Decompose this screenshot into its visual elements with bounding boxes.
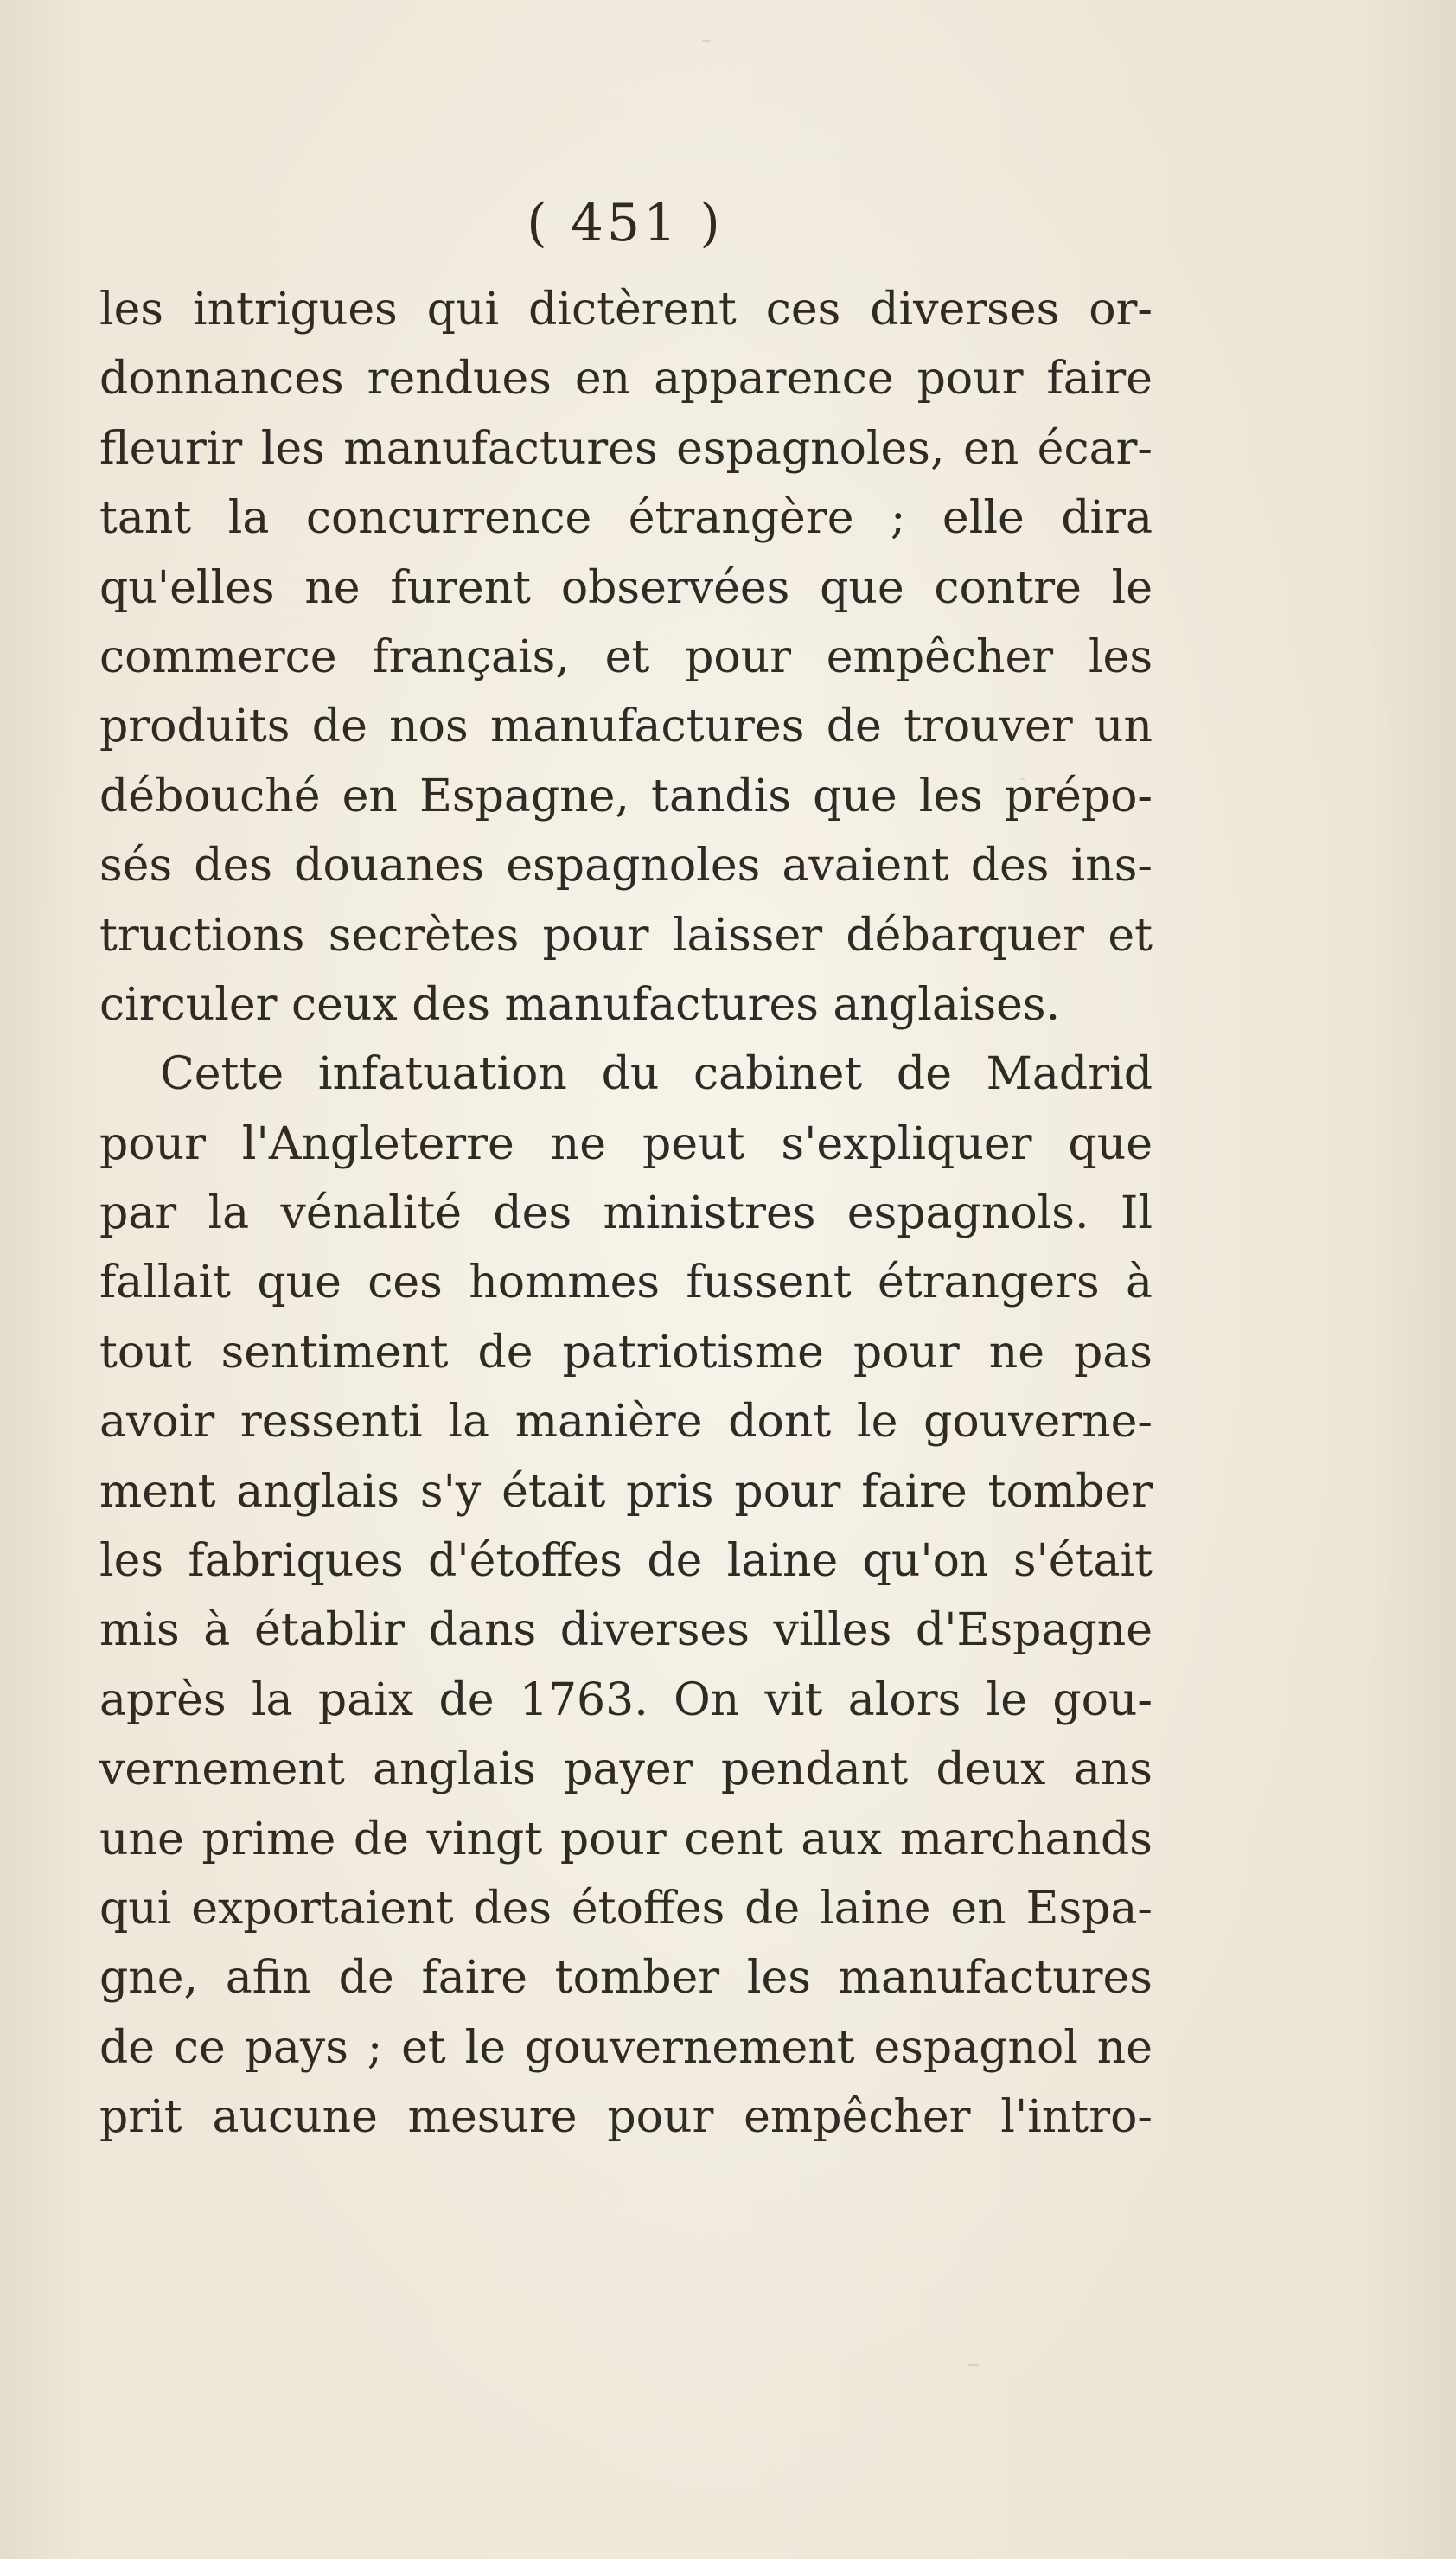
text-line: mis à établir dans diverses villes d'Espagne <box>99 1604 1153 1657</box>
text-line: après la paix de 1763. On vit alors le gou- <box>99 1673 1153 1726</box>
body-text <box>99 275 1153 2153</box>
text-line: les fabriques d'étoffes de laine qu'on s'était <box>99 1535 1153 1588</box>
text-line: tout sentiment de patriotisme pour ne pas <box>99 1326 1153 1379</box>
text-line: les intrigues qui dictèrent ces diverses or- <box>99 284 1153 336</box>
text-line: qu'elles ne furent observées que contre le <box>99 561 1153 614</box>
text-line: avoir ressenti la manière dont le gouverne- <box>99 1396 1153 1449</box>
text-line: par la vénalité des ministres espagnols. Il <box>99 1187 1153 1240</box>
text-line: une prime de vingt pour cent aux marchands <box>99 1813 1153 1865</box>
paper-fiber <box>702 40 711 42</box>
text-line: fallait que ces hommes fussent étrangers à <box>99 1257 1153 1309</box>
text-line: de ce pays ; et le gouvernement espagnol ne <box>99 2021 1153 2074</box>
text-line: donnances rendues en apparence pour faire <box>99 353 1153 406</box>
page-number: ( 451 ) <box>527 193 724 253</box>
text-line: commerce français, et pour empêcher les <box>99 630 1153 683</box>
paper-fiber <box>968 2364 979 2366</box>
text-line: produits de nos manufactures de trouver un <box>99 701 1153 753</box>
text-line: ment anglais s'y était pris pour faire tomber <box>99 1465 1153 1518</box>
text-line: fleurir les manufactures espagnoles, en écar- <box>99 422 1153 475</box>
paragraph-end-line: circuler ceux des manufactures anglaises. <box>99 978 1061 1031</box>
paragraph-start-line: Cette infatuation du cabinet de Madrid <box>160 1048 1153 1101</box>
text-line: qui exportaient des étoffes de laine en Espa- <box>99 1882 1153 1935</box>
text-line: débouché en Espagne, tandis que les prépo- <box>99 770 1153 822</box>
text-line: prit aucune mesure pour empêcher l'intro- <box>99 2091 1153 2144</box>
text-line: pour l'Angleterre ne peut s'expliquer que <box>99 1117 1153 1170</box>
text-line: tructions secrètes pour laisser débarquer et <box>99 909 1153 962</box>
text-line: gne, afin de faire tomber les manufactures <box>99 1952 1153 2005</box>
text-line: tant la concurrence étrangère ; elle dira <box>99 492 1153 545</box>
text-line: sés des douanes espagnoles avaient des ins- <box>99 840 1153 892</box>
text-line: vernement anglais payer pendant deux ans <box>99 1743 1153 1796</box>
